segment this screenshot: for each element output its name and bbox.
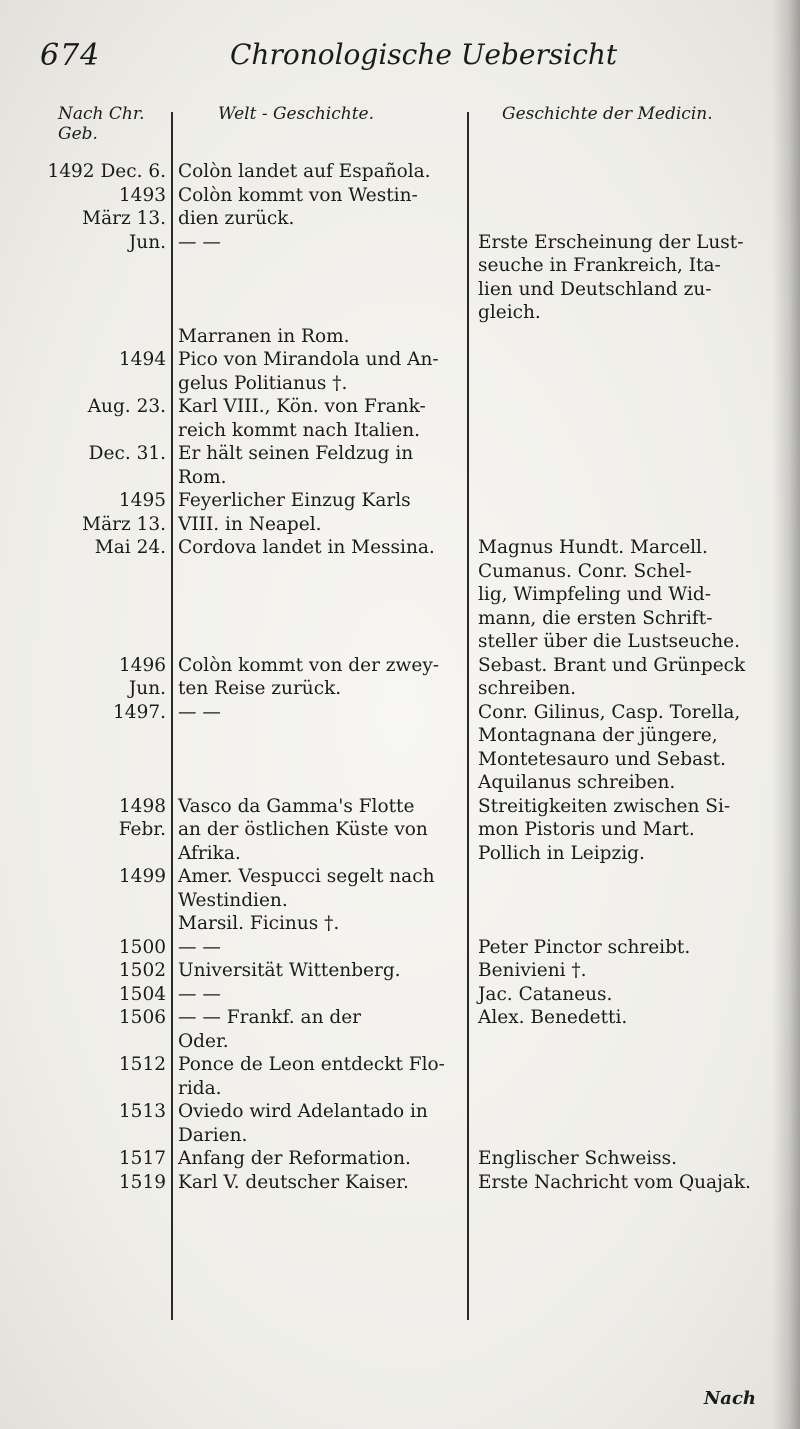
- row-world-event: Ponce de Leon entdeckt Flo- rida.: [178, 1054, 445, 1099]
- row-world-event: Pico von Mirandola und An- gelus Politianus †.: [178, 349, 439, 394]
- row-world-event: Marsil. Ficinus †.: [178, 913, 340, 934]
- row-date: Aug. 23.: [87, 396, 166, 417]
- row-medical-event: Erste Erscheinung der Lust- seuche in Frankreich, Ita- lien und Deutschland zu- gleich.: [478, 231, 744, 323]
- row-world-event: Karl VIII., Kön. von Frank- reich kommt nach Italien.: [178, 396, 426, 441]
- chronology-table: [30, 160, 770, 1194]
- running-head-title: Chronologische Uebersicht: [230, 38, 618, 71]
- row-date: [30, 912, 170, 936]
- row-medical-event: Erste Nachricht vom Quajak.: [478, 1171, 751, 1193]
- row-medical-event: [466, 348, 766, 395]
- row-world-event: — —: [178, 936, 221, 958]
- row-medical-event: Peter Pinctor schreibt.: [478, 936, 691, 958]
- row-medical-event: Benivieni †.: [478, 960, 587, 981]
- row-medical-event: [466, 489, 766, 536]
- row-date: Dec. 31.: [88, 443, 166, 464]
- row-world-event: — —: [178, 701, 221, 723]
- row-date: 1506: [118, 1007, 166, 1028]
- row-date: 1517: [118, 1148, 166, 1169]
- row-date: 1496 Jun.: [118, 654, 166, 699]
- row-medical-event: Streitigkeiten zwischen Si- mon Pistoris und Mart. Pollich in Leipzig.: [478, 795, 731, 864]
- row-medical-event: [466, 325, 766, 349]
- row-world-event: Cordova landet in Messina.: [178, 537, 435, 558]
- row-medical-event: Alex. Benedetti.: [478, 1007, 628, 1028]
- row-medical-event: [466, 1100, 766, 1147]
- row-medical-event: [466, 442, 766, 489]
- row-date: 1513: [118, 1101, 166, 1122]
- row-world-event: — —: [178, 983, 221, 1005]
- row-world-event: Colòn kommt von Westin- dien zurück.: [178, 184, 418, 229]
- row-medical-event: [466, 1053, 766, 1100]
- row-world-event: Er hält seinen Feldzug in Rom.: [178, 443, 414, 488]
- row-date: [30, 325, 170, 349]
- row-medical-event: [466, 912, 766, 936]
- row-world-event: Marranen in Rom.: [178, 325, 350, 347]
- row-date: 1519: [118, 1171, 166, 1193]
- page-number: 674: [40, 38, 101, 73]
- row-date: 1504: [118, 983, 166, 1005]
- row-date: 1500: [118, 936, 166, 958]
- row-date: 1502: [118, 960, 166, 981]
- row-medical-event: Magnus Hundt. Marcell. Cumanus. Conr. Schel- lig, Wimpfeling und Wid- mann, die ersten Schrift- steller über die Lustseuche.: [478, 537, 740, 652]
- row-world-event: Universität Wittenberg.: [178, 960, 401, 981]
- row-world-event: Colòn kommt von der zwey- ten Reise zurück.: [178, 654, 440, 699]
- row-date: 1497.: [113, 701, 166, 723]
- row-medical-event: [466, 184, 766, 231]
- row-world-event: Amer. Vespucci segelt nach Westindien.: [178, 866, 435, 911]
- row-medical-event: Englischer Schweiss.: [478, 1148, 678, 1169]
- column-header-date: Nach Chr. Geb.: [58, 104, 145, 144]
- row-world-event: Vasco da Gamma's Flotte an der östlichen Küste von Afrika.: [178, 795, 428, 864]
- row-date: 1493 März 13.: [82, 184, 166, 229]
- row-medical-event: [466, 395, 766, 442]
- catchword: Nach: [703, 1388, 756, 1409]
- row-world-event: Oviedo wird Adelantado in Darien.: [178, 1101, 428, 1146]
- row-world-event: Colòn landet auf Española.: [178, 161, 431, 182]
- row-medical-event: Sebast. Brant und Grünpeck schreiben.: [478, 654, 746, 699]
- column-header-medical-history: Geschichte der Medicin.: [502, 104, 713, 124]
- row-medical-event: [466, 865, 766, 912]
- row-date: 1492 Dec. 6.: [47, 161, 166, 182]
- row-medical-event: Conr. Gilinus, Casp. Torella, Montagnana der jüngere, Montetesauro und Sebast. Aquilanus schreiben.: [478, 701, 741, 793]
- row-world-event: Karl V. deutscher Kaiser.: [178, 1171, 409, 1193]
- row-date: Jun.: [128, 231, 166, 253]
- row-world-event: Feyerlicher Einzug Karls VIII. in Neapel.: [178, 490, 411, 535]
- row-date: Mai 24.: [94, 537, 166, 558]
- row-date: 1494: [118, 349, 166, 370]
- row-medical-event: Jac. Cataneus.: [478, 983, 613, 1005]
- column-header-world-history: Welt - Geschichte.: [218, 104, 375, 124]
- page-edge-shadow: [772, 0, 800, 1429]
- row-date: 1498 Febr.: [118, 795, 166, 840]
- row-world-event: Anfang der Reformation.: [178, 1148, 411, 1169]
- row-date: 1512: [118, 1054, 166, 1075]
- row-date: 1495 März 13.: [82, 490, 166, 535]
- row-date: 1499: [118, 866, 166, 887]
- row-world-event: — —: [178, 231, 221, 253]
- row-world-event: — — Frankf. an der Oder.: [178, 1007, 362, 1052]
- row-medical-event: [466, 160, 766, 184]
